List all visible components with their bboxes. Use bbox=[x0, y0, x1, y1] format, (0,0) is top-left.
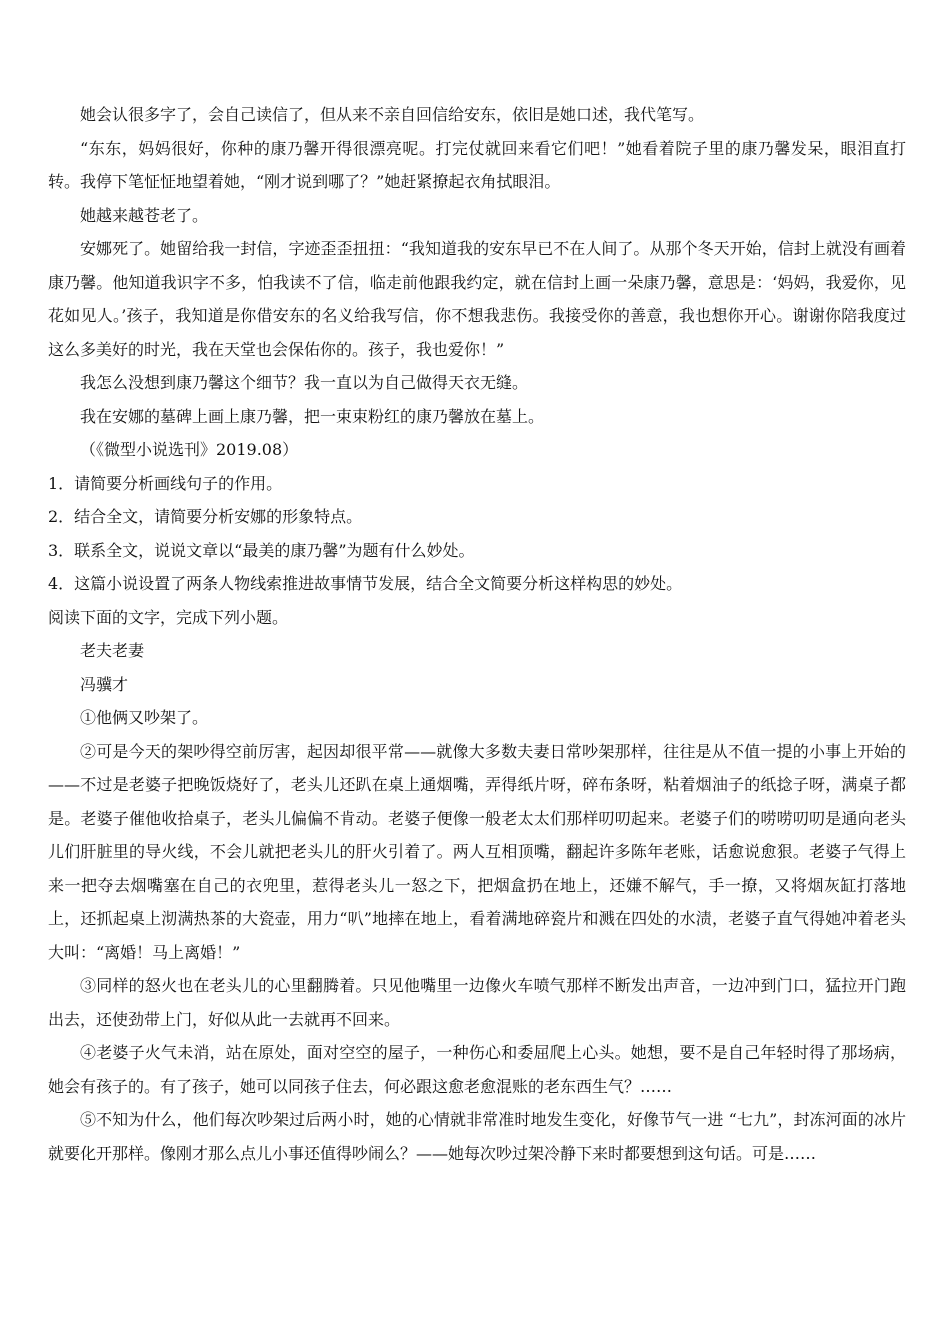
story-paragraph: ③同样的怒火也在老头儿的心里翻腾着。只见他嘴里一边像火车喷气那样不断发出声音，一边冲到门口，猛拉开门跑出去，还使劲带上门，好似从此一去就再不回来。 bbox=[48, 976, 906, 1029]
story-paragraph: ①他俩又吵架了。 bbox=[80, 708, 209, 727]
story-paragraph: ②可是今天的架吵得空前厉害，起因却很平常——就像大多数夫妻日常吵架那样，往往是从不值一提的小事上开始的——不过是老婆子把晚饭烧好了，老头儿还趴在桌上通烟嘴，弄得纸片呀，碎布条呀，粘着烟油子的纸捻子呀，满桌子都是。老婆子催他收拾桌子，老头儿偏偏不肯动。老婆子便像一般老太太们那样叨叨起来。老婆子们的唠唠叨叨是通向老头儿们肝脏里的导火线，不会儿就把老头儿的肝火引着了。两人互相顶嘴，翻起许多陈年老账，话愈说愈狠。老婆子气得上来一把夺去烟嘴塞在自己的衣兜里，惹得老头儿一怒之下，把烟盒扔在地上，还嫌不解气，手一撩，又将烟灰缸打落地上，还抓起桌上沏满热茶的大瓷壶，用力“叭”地摔在地上，看着满地碎瓷片和溅在四处的水渍，老婆子直气得她冲着老头大叫：“离婚！马上离婚！” bbox=[48, 741, 906, 962]
story-paragraph: “东东，妈妈很好，你种的康乃馨开得很漂亮呢。打完仗就回来看它们吧！”她看着院子里的康乃馨发呆，眼泪直打转。我停下笔怔怔地望着她，“刚才说到哪了？”她赶紧撩起衣角拭眼泪。 bbox=[48, 138, 906, 191]
document-page bbox=[48, 98, 906, 1170]
story-paragraph: 她会认很多字了，会自己读信了，但从来不亲自回信给安东，依旧是她口述，我代笔写。 bbox=[80, 105, 705, 124]
story-paragraph: 我在安娜的墓碑上画上康乃馨，把一束束粉红的康乃馨放在墓上。 bbox=[80, 406, 545, 426]
story-paragraph: ④老婆子火气未消，站在原处，面对空空的屋子，一种伤心和委屈爬上心头。她想，要不是自己年轻时得了那场病，她会有孩子的。有了孩子，她可以同孩子住去，何必跟这愈老愈混账的老东西生气？…… bbox=[48, 1043, 906, 1096]
question-item: 2．结合全文，请简要分析安娜的形象特点。 bbox=[48, 507, 363, 526]
story-paragraph: 我怎么没想到康乃馨这个细节？我一直以为自己做得天衣无缝。 bbox=[80, 373, 529, 392]
story-paragraph: 安娜死了。她留给我一封信，字迹歪歪扭扭：“我知道我的安东早已不在人间了。从那个冬天开始，信封上就没有画着康乃馨。他知道我识字不多，怕我读不了信，临走前他跟我约定，就在信封上画一朵康乃馨，意思是：‘妈妈，我爱你，见花如见人。’孩子，我知道是你借安东的名义给我写信，你不想我悲伤。我接受你的善意，我也想你开心。谢谢你陪我度过这么多美好的时光，我在天堂也会保佑你的。孩子，我也爱你！” bbox=[48, 239, 906, 359]
story-title: 老夫老妻 bbox=[80, 641, 145, 660]
story-author: 冯骥才 bbox=[80, 674, 129, 694]
source-citation: （《微型小说选刊》2019.08） bbox=[80, 440, 299, 459]
question-item: 1．请简要分析画线句子的作用。 bbox=[48, 473, 283, 493]
question-item: 3．联系全文，说说文章以“最美的康乃馨”为题有什么妙处。 bbox=[48, 540, 475, 560]
reading-instruction: 阅读下面的文字，完成下列小题。 bbox=[48, 607, 289, 627]
story-paragraph: ⑤不知为什么，他们每次吵架过后两小时，她的心情就非常准时地发生变化，好像节气一进 “七九”，封冻河面的冰片就要化开那样。像刚才那么点儿小事还值得吵闹么？——她每次吵过架冷静下来时都要想到这句话。可是…… bbox=[48, 1110, 906, 1163]
question-item: 4．这篇小说设置了两条人物线索推进故事情节发展，结合全文简要分析这样构思的妙处。 bbox=[48, 574, 683, 593]
story-paragraph: 她越来越苍老了。 bbox=[80, 205, 209, 225]
